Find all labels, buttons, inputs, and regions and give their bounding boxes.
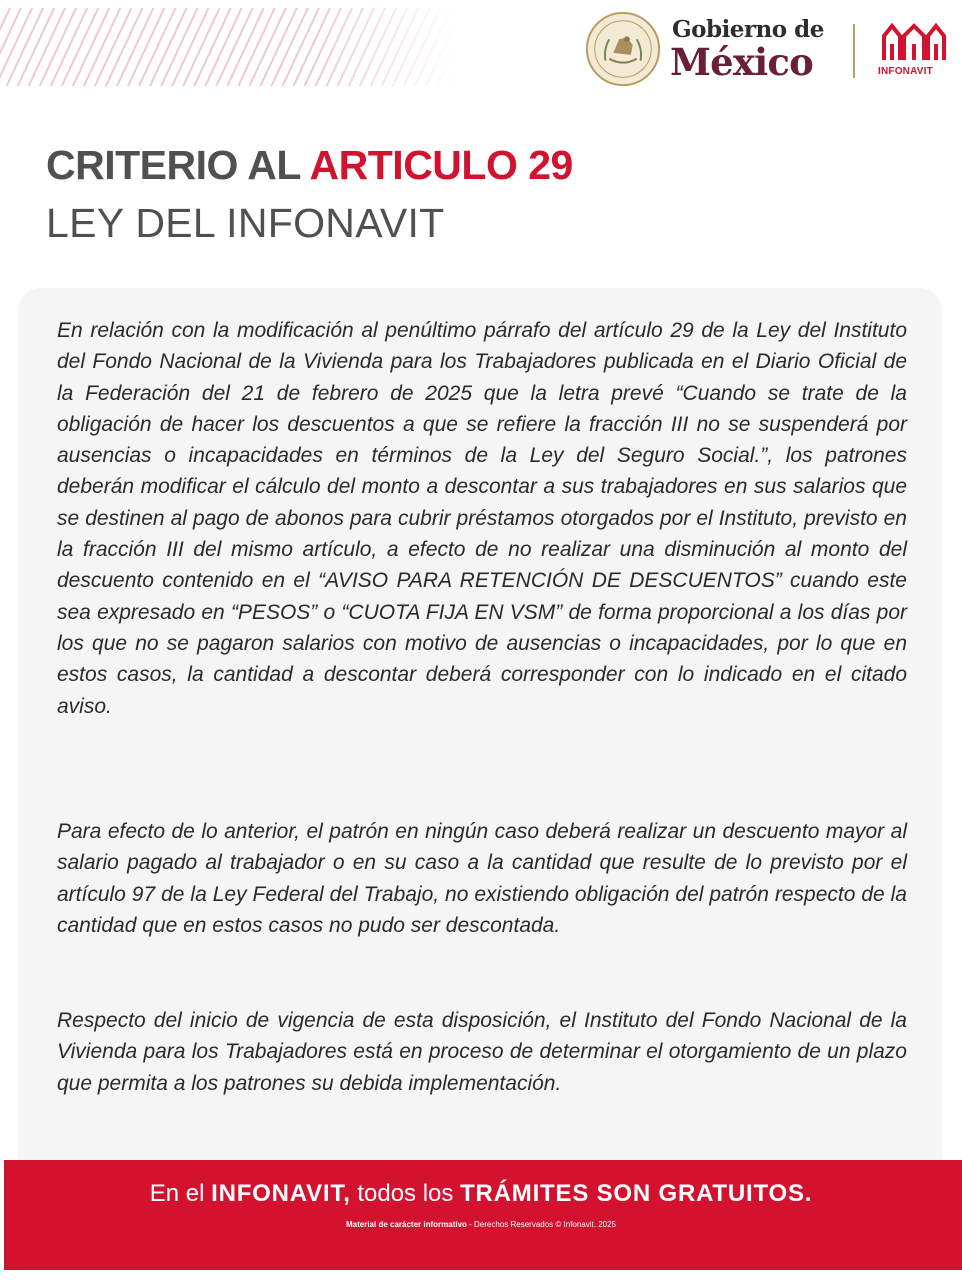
mexico-seal-icon <box>584 10 662 88</box>
footer-slogan-d: TRÁMITES SON GRATUITOS. <box>460 1180 813 1207</box>
footer-slogan-a: En el <box>149 1180 212 1207</box>
decorative-hatch-band <box>0 8 455 86</box>
title-part-1: CRITERIO AL <box>46 142 310 188</box>
body-paragraph-3: Respecto del inicio de vigencia de esta disposición, el Instituto del Fondo Nacional de la Vivienda para los Trabajadores está en proceso de determinar el otorgamiento de un plazo que permita a los patrones su debida implementación. <box>57 1009 907 1095</box>
page-subtitle: LEY DEL INFONAVIT <box>46 200 445 246</box>
footer-slogan <box>0 1180 962 1208</box>
title-part-2: ARTICULO 29 <box>309 142 573 188</box>
infonavit-logo-label: INFONAVIT <box>878 66 933 77</box>
footer-note-rest: - Derechos Reservados © Infonavit. 2025 <box>466 1220 617 1229</box>
footer-banner <box>4 1160 962 1270</box>
body-paragraph-2: Para efecto de lo anterior, el patrón en ningún caso deberá realizar un descuento mayor al salario pagado al trabajador o en su caso a la cantidad que resulte de lo previsto por el artículo 97 de la Ley Federal del Trabajo, no existiendo obligación del patrón respecto de la cantidad que en estos casos no pudo ser descontada. <box>57 820 907 937</box>
footer-disclaimer <box>0 1220 962 1229</box>
page-title <box>46 142 573 189</box>
footer-slogan-c: todos los <box>350 1180 461 1207</box>
footer-note-bold: Material de carácter informativo <box>345 1220 467 1229</box>
body-paragraph-1: En relación con la modificación al penúltimo párrafo del artículo 29 de la Ley del Instituto del Fondo Nacional de la Vivienda para los Trabajadores publicada en el Diario Oficial de la Federación del 21 de febrero de 2025 que la letra prevé “Cuando se trate de la obligación de hacer los descuentos a que se refiere la fracción III no se suspenderá por ausencias o incapacidades en términos de la Ley del Seguro Social.”, los patrones deberán modificar el cálculo del monto a descontar a sus trabajadores en sus salarios que se destinen al pago de abonos para cubrir préstamos otorgados por el Instituto, previsto en la fracción III del mismo artículo, a efecto de no realizar una disminución al monto del descuento contenido en el “AVISO PARA RETENCIÓN DE DESCUENTOS” cuando este sea expresado en “PESOS” o “CUOTA FIJA EN VSM” de forma proporcional a los días por los que no se pagaron salarios con motivo de ausencias o incapacidades, por lo que en estos casos, la cantidad a descontar deberá corresponder con lo indicado en el citado aviso. <box>57 319 907 718</box>
gobierno-title: Gobierno de <box>672 16 824 43</box>
mexico-wordmark: México <box>670 40 814 84</box>
infonavit-logo-icon <box>880 22 948 62</box>
footer-slogan-b: INFONAVIT, <box>211 1180 351 1207</box>
logo-divider <box>853 24 855 78</box>
